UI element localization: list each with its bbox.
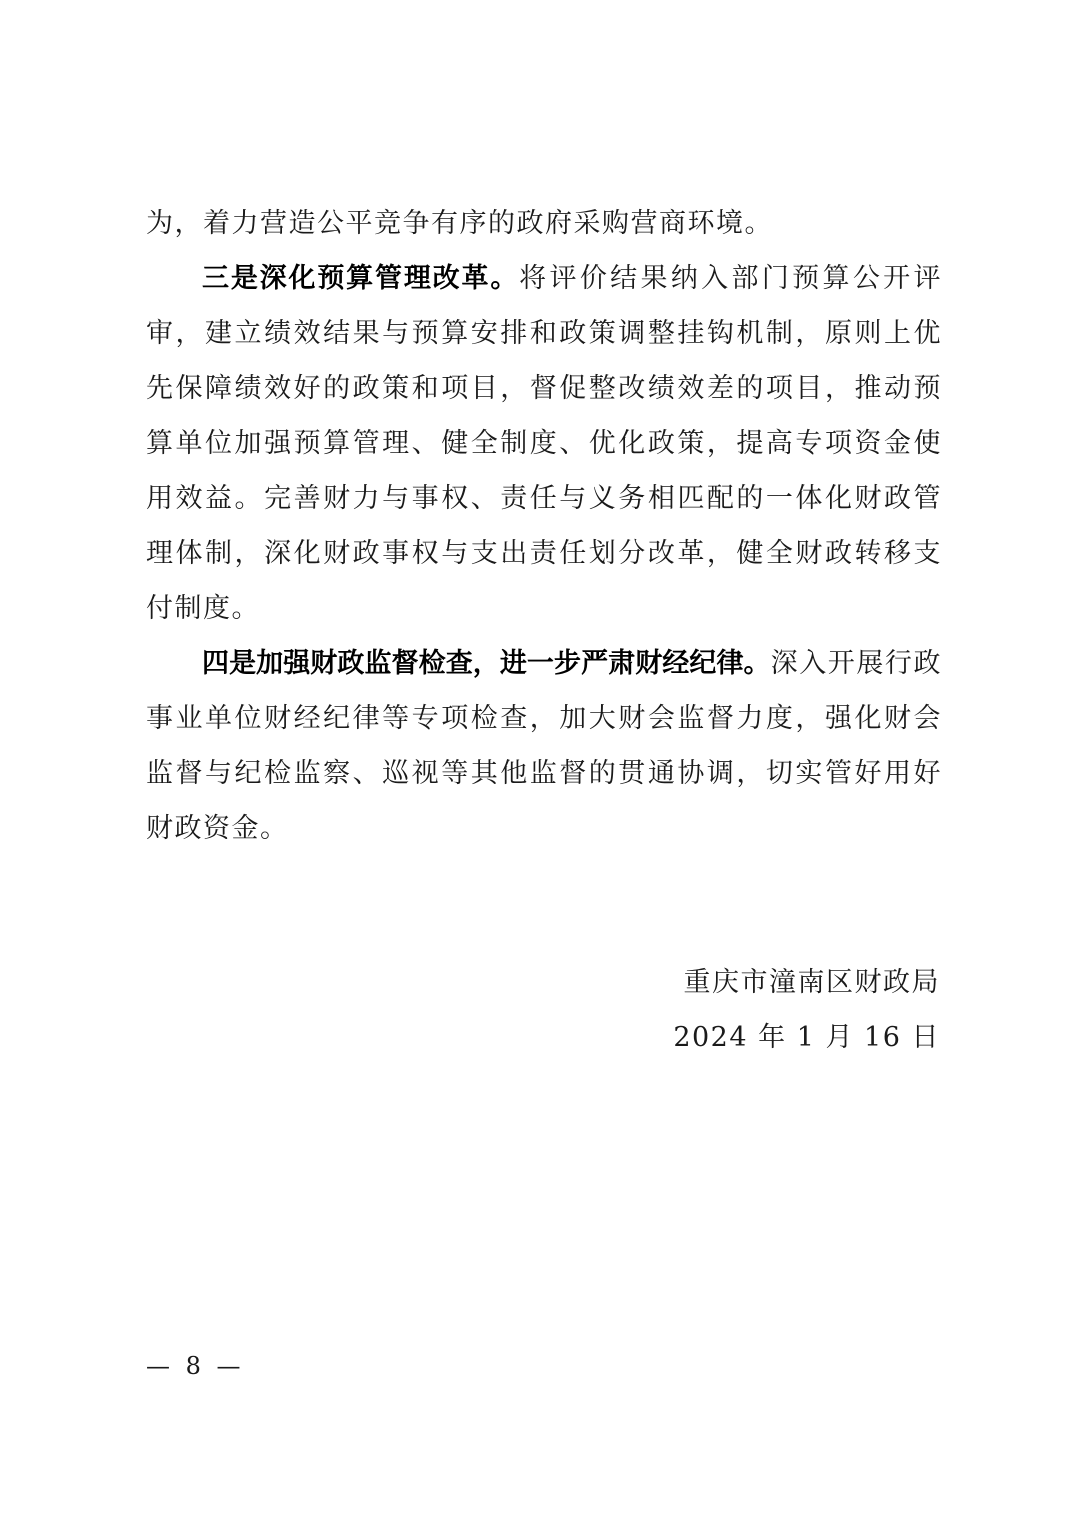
paragraph-budget-reform bbox=[146, 251, 942, 636]
body-text bbox=[146, 196, 942, 856]
paragraph-heading: 三是深化预算管理改革。 bbox=[202, 263, 520, 294]
paragraph-supervision bbox=[146, 636, 942, 856]
paragraph-continuation bbox=[146, 196, 942, 251]
signature-date: 2024 年 1 月 16 日 bbox=[673, 1022, 940, 1053]
paragraph-text: 深入开展行政事业单位财经纪律等专项检查，加大财会监督力度，强化财会监督与纪检监察、巡视等其他监督的贯通协调，切实管好用好财政资金。 bbox=[146, 648, 943, 844]
paragraph-heading: 四是加强财政监督检查，进一步严肃财经纪律。 bbox=[202, 648, 771, 679]
paragraph-text: 将评价结果纳入部门预算公开评审，建立绩效结果与预算安排和政策调整挂钩机制，原则上优先保障绩效好的政策和项目，督促整改绩效差的项目，推动预算单位加强预算管理、健全制度、优化政策，提高专项资金使用效益。完善财力与事权、责任与义务相匹配的一体化财政管理体制，深化财政事权与支出责任划分改革，健全财政转移支付制度。 bbox=[146, 263, 943, 624]
signature-block bbox=[673, 955, 940, 1065]
page-number: — 8 — bbox=[146, 1352, 245, 1380]
signature-org: 重庆市潼南区财政局 bbox=[683, 967, 940, 998]
paragraph-text: 为，着力营造公平竞争有序的政府采购营商环境。 bbox=[146, 208, 773, 239]
